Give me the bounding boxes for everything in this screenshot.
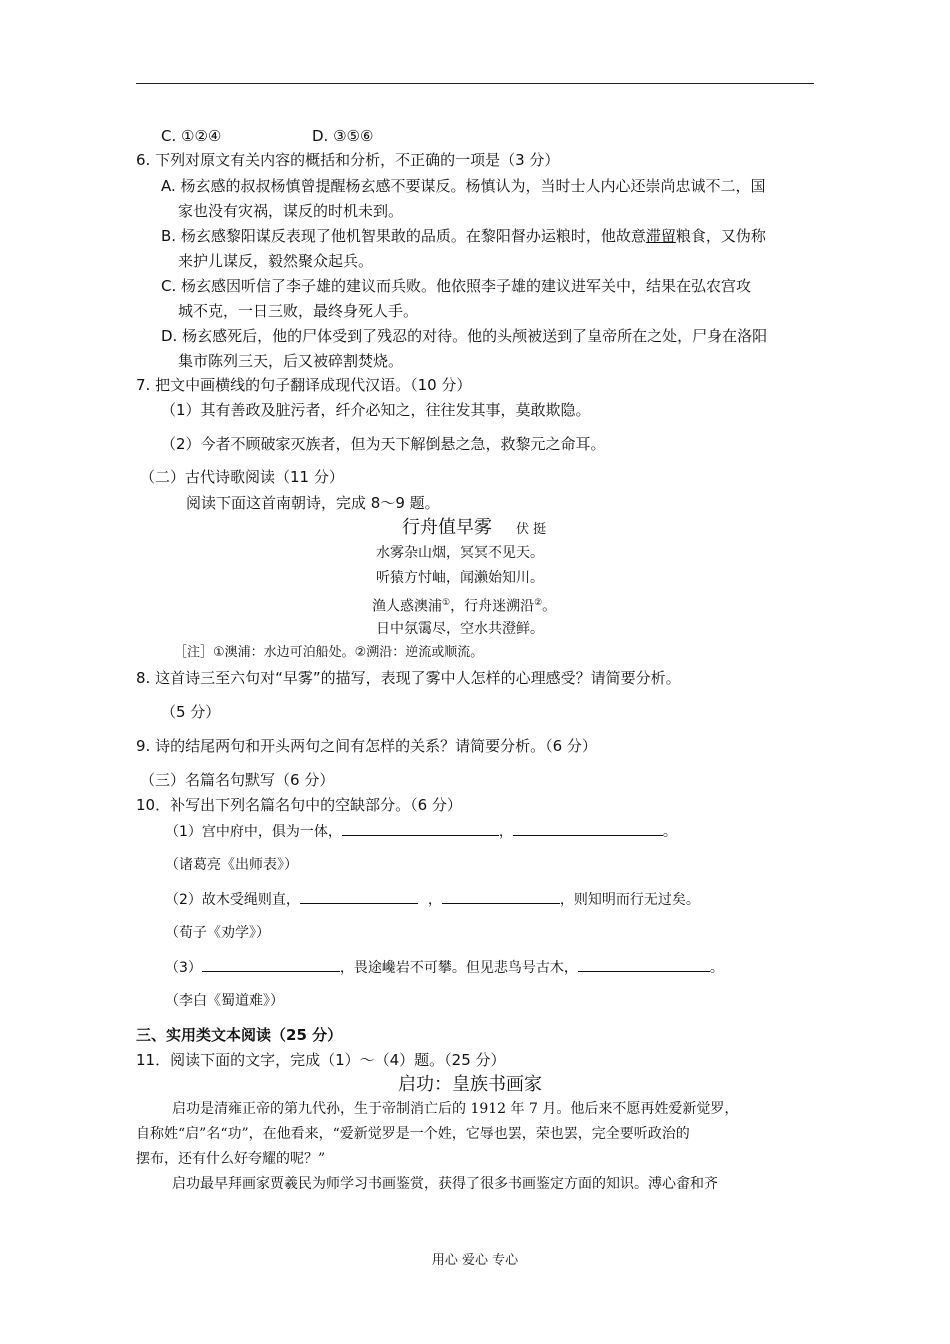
article-paragraph-1-line2: 自称姓“启”名“功”，在他看来，“爱新觉罗是一个姓，它辱也罢，荣也罢，完全要听政治的 xyxy=(136,1126,690,1142)
poem-line-3-b: ，行舟迷溯沿 xyxy=(450,598,535,615)
article-paragraph-1-line3: 摆布，还有什么好夸耀的呢？” xyxy=(136,1151,326,1167)
q10-item-3 xyxy=(165,957,724,978)
q6-option-a-line2: 家也没有灾祸，谋反的时机未到。 xyxy=(178,202,404,220)
q7-sentence-1: （1）其有善政及脏污者，纤介必知之，往往发其事，莫敢欺隐。 xyxy=(161,401,591,419)
q6-option-d-line1: D. 杨玄感死后，他的尸体受到了残忍的对待。他的头颅被送到了皇帝所在之处，尸身在洛阳 xyxy=(161,327,768,345)
q10-item-2-end: ，则知明而行无过矣。 xyxy=(559,892,700,908)
q6-b-text-b: 粮食，又伪称 xyxy=(675,227,766,245)
q10-item-2-comma: ， xyxy=(427,892,442,908)
poetry-section-heading: （二）古代诗歌阅读（11 分） xyxy=(140,468,344,486)
poem-line-3-a: 渔人惑澳浦 xyxy=(372,598,442,615)
option-c: C. ①②④ xyxy=(161,127,222,145)
article-paragraph-2-line1: 启功最早拜画家贾羲民为师学习书画鉴赏，获得了很多书画鉴定方面的知识。溥心畬和齐 xyxy=(172,1176,718,1192)
q10-item-1-end: 。 xyxy=(662,824,677,840)
q6-b-text-a: B. 杨玄感黎阳谋反表现了他机智果敢的品质。在黎阳督办运粮时，他故意 xyxy=(161,227,646,245)
poem-line-4: 日中氛霭尽，空水共澄鲜。 xyxy=(376,621,544,637)
q6-option-a-line1: A. 杨玄感的叔叔杨慎曾提醒杨玄感不要谋反。杨慎认为，当时士人内心还崇尚忠诚不二，国 xyxy=(161,177,766,195)
question-7-stem: 7. 把文中画横线的句子翻译成现代汉语。（10 分） xyxy=(136,376,472,394)
poem-note: ［注］①澳浦：水边可泊船处。②溯沿：逆流或顺流。 xyxy=(174,645,484,660)
note-marker-1: ① xyxy=(442,598,451,608)
q10-item-1 xyxy=(165,821,677,842)
question-6-stem: 6. 下列对原文有关内容的概括和分析，不正确的一项是（3 分） xyxy=(136,151,560,169)
question-10-stem: 10．补写出下列名篇名句中的空缺部分。（6 分） xyxy=(136,796,462,814)
question-9-stem: 9. 诗的结尾两句和开头两句之间有怎样的关系？请简要分析。（6 分） xyxy=(136,737,597,755)
underlined-word: 滞留 xyxy=(645,227,676,245)
practical-text-heading: 三、实用类文本阅读（25 分） xyxy=(136,1026,343,1044)
answer-blank[interactable] xyxy=(578,957,710,972)
q10-source-3: （李白《蜀道难》） xyxy=(165,993,284,1009)
q10-item-2-text: （2）故木受绳则直， xyxy=(165,892,300,908)
question-8-stem: 8. 这首诗三至六句对“早雾”的描写，表现了雾中人怎样的心理感受？请简要分析。 xyxy=(136,669,681,687)
q10-item-2 xyxy=(165,889,700,910)
article-title: 启功：皇族书画家 xyxy=(398,1074,542,1095)
q6-option-d-line2: 集市陈列三天，后又被碎割焚烧。 xyxy=(178,352,404,370)
q6-option-b-line2: 来护儿谋反，毅然聚众起兵。 xyxy=(178,252,374,270)
answer-blank[interactable] xyxy=(442,889,560,904)
poem-title: 行舟值早雾 xyxy=(402,517,492,538)
q7-sentence-2: （2）今者不顾破家灭族者，但为天下解倒悬之急，救黎元之命耳。 xyxy=(161,435,606,453)
q10-item-1-comma: ， xyxy=(498,824,513,840)
question-8-score: （5 分） xyxy=(161,703,221,721)
recitation-section-heading: （三）名篇名句默写（6 分） xyxy=(140,771,335,789)
poem-line-3-c: 。 xyxy=(542,598,557,615)
q6-option-c-line1: C. 杨玄感因听信了李子雄的建议而兵败。他依照李子雄的建议进军关中，结果在弘农宫攻 xyxy=(161,277,752,295)
poem-line-3 xyxy=(372,593,556,617)
q10-source-2: （荀子《劝学》） xyxy=(165,925,270,941)
q10-item-3-end: 。 xyxy=(709,960,724,976)
note-marker-2: ② xyxy=(534,598,543,608)
answer-blank[interactable] xyxy=(300,889,418,904)
poem-line-2: 听猿方忖岫，闻濑始知川。 xyxy=(376,570,544,586)
q10-item-1-text: （1）宫中府中，俱为一体， xyxy=(165,824,342,840)
answer-blank[interactable] xyxy=(342,821,499,836)
page-footer: 用心 爱心 专心 xyxy=(431,1253,519,1268)
q6-option-c-line2: 城不克，一日三败，最终身死人手。 xyxy=(178,302,419,320)
q10-source-1: （诸葛亮《出师表》） xyxy=(165,857,298,873)
article-paragraph-1-line1: 启功是清雍正帝的第九代孙，生于帝制消亡后的 1912 年 7 月。他后来不愿再姓爱新觉罗， xyxy=(172,1101,739,1117)
q10-item-3-text: （3） xyxy=(165,960,202,976)
q6-option-b-line1 xyxy=(161,226,766,246)
header-rule xyxy=(136,83,814,84)
answer-blank[interactable] xyxy=(513,821,663,836)
q10-item-3-middle: ，畏途巉岩不可攀。但见悲鸟号古木， xyxy=(339,960,578,976)
poetry-intro: 阅读下面这首南朝诗，完成 8～9 题。 xyxy=(186,494,440,512)
poem-line-1: 水雾杂山烟，冥冥不见天。 xyxy=(376,545,544,561)
question-11-stem: 11．阅读下面的文字，完成（1）～（4）题。（25 分） xyxy=(136,1051,506,1069)
answer-blank[interactable] xyxy=(202,957,340,972)
option-d: D. ③⑤⑥ xyxy=(312,127,374,145)
poem-author: 伏 挺 xyxy=(516,522,547,537)
